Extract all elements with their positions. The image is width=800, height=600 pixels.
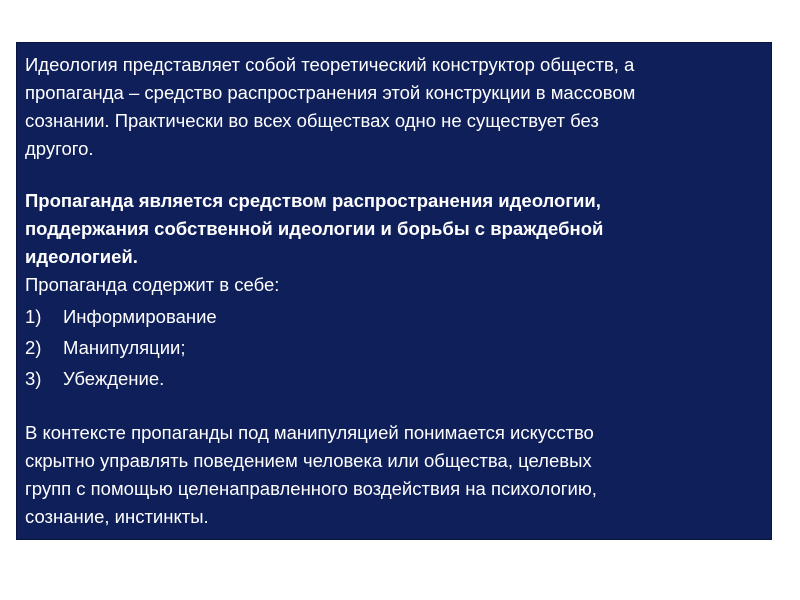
list-item-text: Информирование <box>63 306 217 327</box>
list-item-text: Манипуляции; <box>63 337 186 358</box>
paragraph-ideology-definition: Идеология представляет собой теоретический конструктор обществ, а пропаганда – средство распространения этой конструкции в массовом сознании. Практически во всех обществах одно не существует без другого. <box>25 54 636 159</box>
list-item-number: 3) <box>25 368 42 389</box>
list-item-text: Убеждение. <box>63 368 165 389</box>
spacer <box>25 163 761 187</box>
paragraph-propaganda-purpose: Пропаганда является средством распространения идеологии, поддержания собственной идеологии и борьбы с враждебной идеологией. <box>25 190 604 267</box>
paragraph-manipulation-definition: В контексте пропаганды под манипуляцией понимается искусство скрытно управлять поведением человека или общества, целевых групп с помощью целенаправленного воздействия на психологию, сознание, инстинкты. <box>25 422 597 527</box>
paragraph-propaganda-contains: Пропаганда содержит в себе: <box>25 274 280 295</box>
spacer <box>25 394 761 419</box>
propaganda-components-list <box>25 301 761 394</box>
content-panel <box>16 42 772 540</box>
list-item <box>25 363 761 394</box>
list-item-number: 1) <box>25 306 42 327</box>
list-item-number: 2) <box>25 337 42 358</box>
list-item <box>25 301 761 332</box>
list-item <box>25 332 761 363</box>
